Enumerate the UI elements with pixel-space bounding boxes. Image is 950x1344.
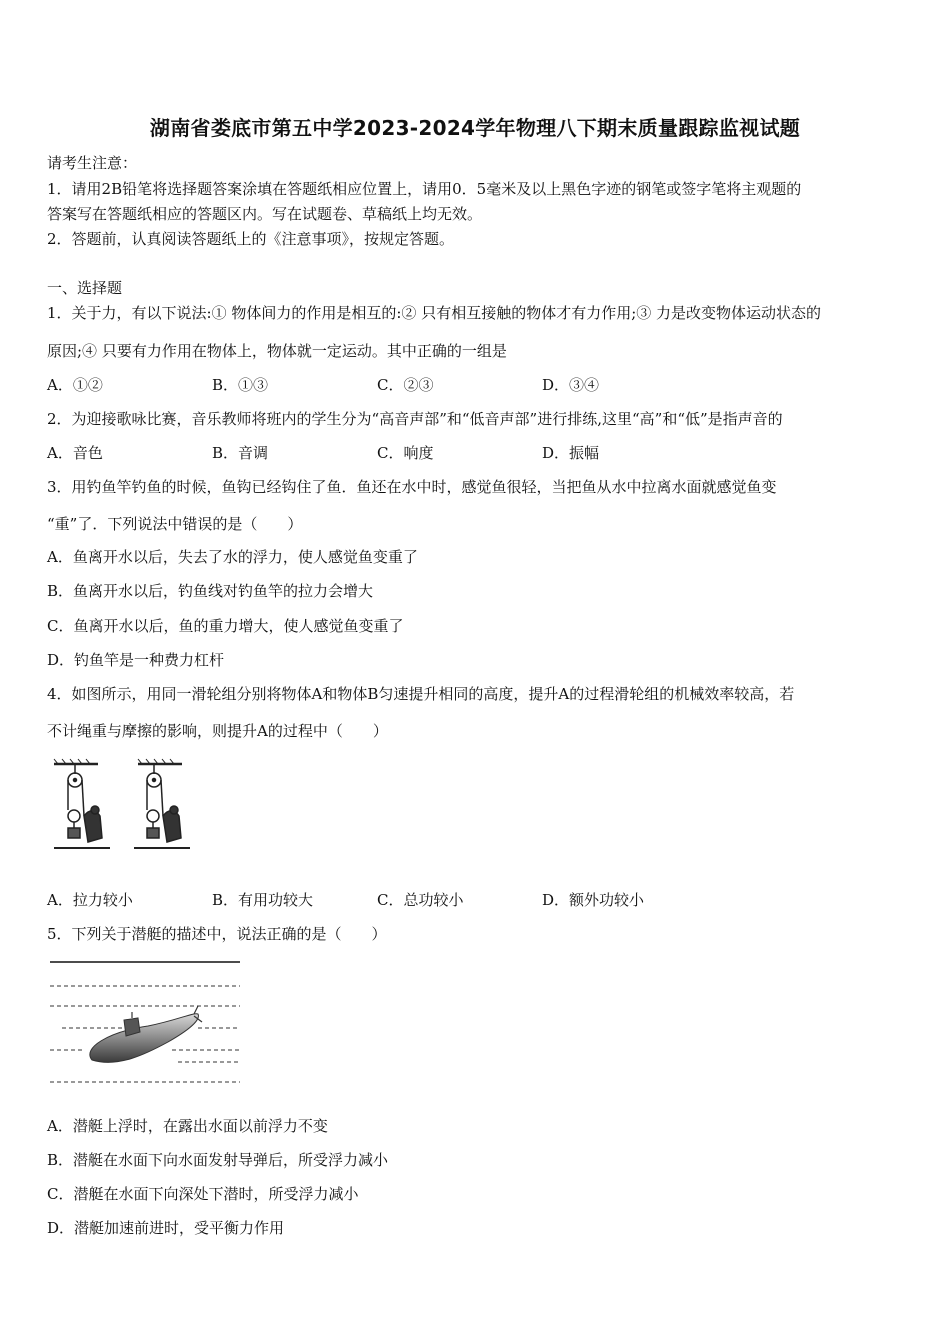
question-2-text: 2．为迎接歌咏比赛，音乐教师将班内的学生分为“高音声部”和“低音声部”进行排练,这里“高”和“低”是指声音的 — [47, 410, 783, 428]
pulley-system-b — [134, 759, 190, 848]
option-b[interactable]: B．有用功较大 — [212, 891, 314, 909]
question-5-text: 5．下列关于潜艇的描述中，说法正确的是（ ） — [47, 925, 387, 943]
notice-line: 1．请用2B铅笔将选择题答案涂填在答题纸相应位置上，请用0．5毫米及以上黑色字迹的钢笔或签字笔将主观题的 — [47, 180, 802, 198]
option-a[interactable]: A．音色 — [47, 444, 103, 462]
exam-title: 湖南省娄底市第五中学2023-2024学年物理八下期末质量跟踪监视试题 — [149, 116, 801, 140]
option-c[interactable]: C．鱼离开水以后，鱼的重力增大，使人感觉鱼变重了 — [47, 617, 404, 635]
pulley-figure — [50, 758, 200, 858]
pulley-system-a — [54, 759, 110, 848]
notice-heading: 请考生注意： — [47, 154, 138, 172]
submarine-figure — [48, 956, 244, 1088]
option-d[interactable]: D．额外功较小 — [542, 891, 645, 909]
option-a[interactable]: A．潜艇上浮时，在露出水面以前浮力不变 — [47, 1117, 328, 1135]
submarine-icon — [90, 1006, 202, 1062]
option-d[interactable]: D．钓鱼竿是一种费力杠杆 — [47, 651, 225, 669]
option-b[interactable]: B．鱼离开水以后，钓鱼线对钓鱼竿的拉力会增大 — [47, 582, 374, 600]
question-1-text: 原因;④ 只要有力作用在物体上，物体就一定运动。其中正确的一组是 — [47, 342, 507, 360]
option-c[interactable]: C．②③ — [377, 376, 434, 394]
option-a[interactable]: A．拉力较小 — [47, 891, 133, 909]
pulley-diagram — [50, 758, 200, 858]
question-4-text: 不计绳重与摩擦的影响，则提升A的过程中（ ） — [47, 722, 388, 740]
option-d[interactable]: D．振幅 — [542, 444, 600, 462]
question-4-text: 4．如图所示，用同一滑轮组分别将物体A和物体B匀速提升相同的高度，提升A的过程滑轮组的机械效率较高，若 — [47, 685, 795, 703]
submarine-diagram — [48, 956, 244, 1088]
option-c[interactable]: C．总功较小 — [377, 891, 464, 909]
section-heading: 一、选择题 — [47, 279, 123, 297]
option-c[interactable]: C．潜艇在水面下向深处下潜时，所受浮力减小 — [47, 1185, 359, 1203]
question-1-text: 1．关于力，有以下说法:① 物体间力的作用是相互的:② 只有相互接触的物体才有力作用;③ 力是改变物体运动状态的 — [47, 304, 822, 322]
option-d[interactable]: D．潜艇加速前进时，受平衡力作用 — [47, 1219, 285, 1237]
option-d[interactable]: D．③④ — [542, 376, 600, 394]
option-b[interactable]: B．音调 — [212, 444, 269, 462]
notice-line: 答案写在答题纸相应的答题区内。写在试题卷、草稿纸上均无效。 — [47, 205, 483, 223]
option-a[interactable]: A．鱼离开水以后，失去了水的浮力，使人感觉鱼变重了 — [47, 548, 418, 566]
question-3-text: 3．用钓鱼竿钓鱼的时候，鱼钩已经钩住了鱼．鱼还在水中时，感觉鱼很轻，当把鱼从水中拉离水面就感觉鱼变 — [47, 478, 777, 496]
option-a[interactable]: A．①② — [47, 376, 103, 394]
question-3-text: “重”了．下列说法中错误的是（ ） — [47, 515, 303, 533]
notice-line: 2．答题前，认真阅读答题纸上的《注意事项》，按规定答题。 — [47, 230, 455, 248]
option-c[interactable]: C．响度 — [377, 444, 434, 462]
option-b[interactable]: B．潜艇在水面下向水面发射导弹后，所受浮力减小 — [47, 1151, 389, 1169]
option-b[interactable]: B．①③ — [212, 376, 269, 394]
